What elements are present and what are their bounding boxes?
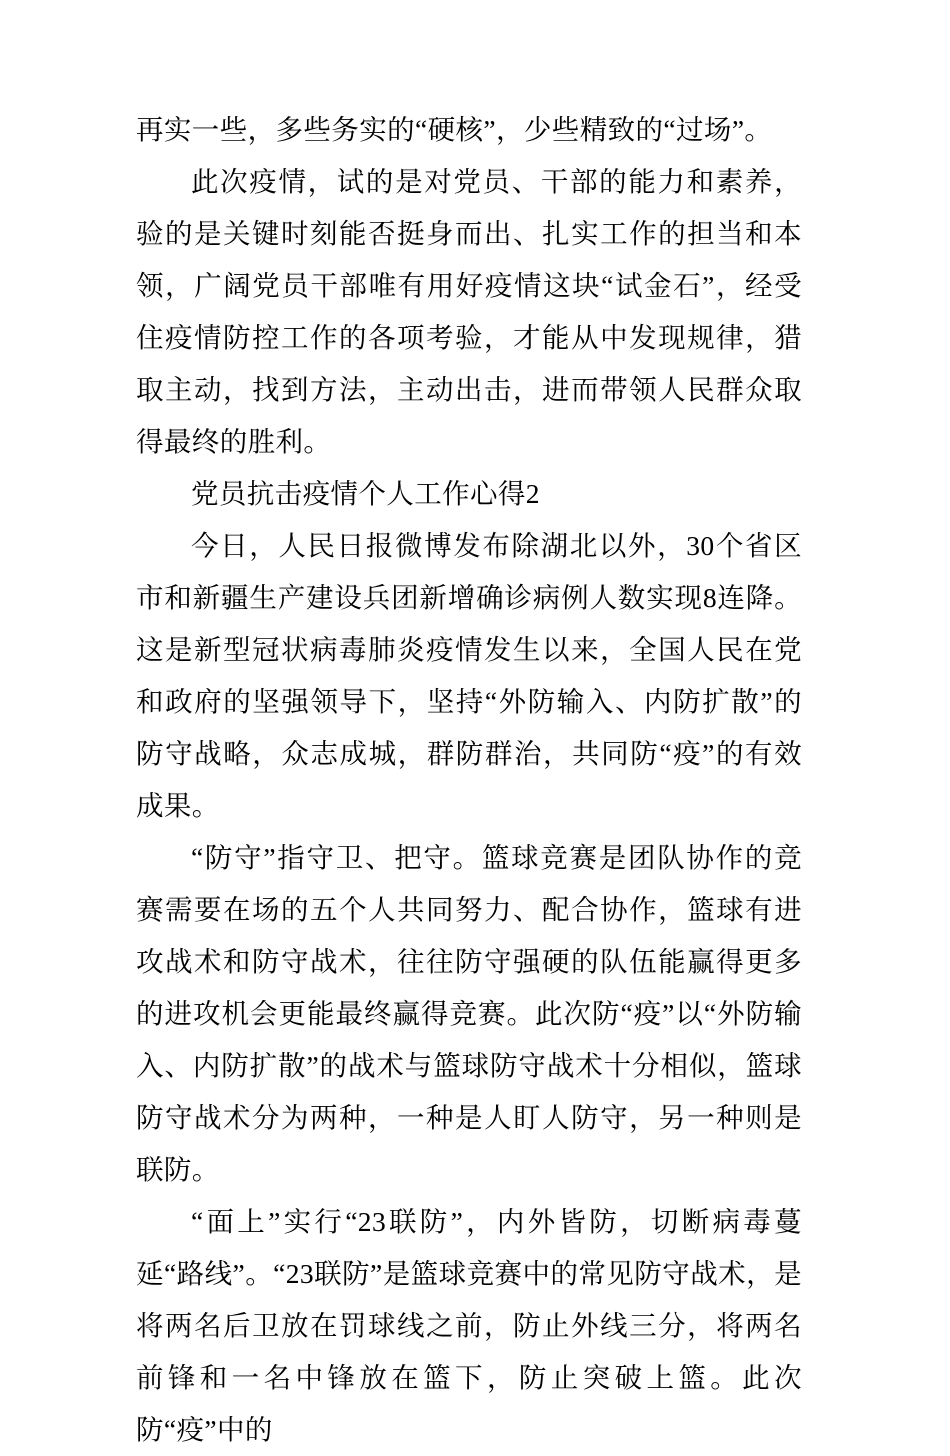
paragraph-2: 此次疫情，试的是对党员、干部的能力和素养，验的是关键时刻能否挺身而出、扎实工作的担当和本领，广阔党员干部唯有用好疫情这块“试金石”，经受住疫情防控工作的各项考验，才能从中发现规律，猎取主动，找到方法，主动出击，进而带领人民群众取得最终的胜利。 — [136, 166, 802, 457]
section-heading: 党员抗击疫情个人工作心得2 — [191, 478, 540, 509]
paragraph-4: 今日，人民日报微博发布除湖北以外，30个省区市和新疆生产建设兵团新增确诊病例人数实现8连降。这是新型冠状病毒肺炎疫情发生以来，全国人民在党和政府的坚强领导下，坚持“外防输入、内防扩散”的防守战略，众志成城，群防群治，共同防“疫”的有效成果。 — [136, 530, 802, 821]
document-body — [136, 104, 802, 1456]
paragraph-5: “防守”指守卫、把守。篮球竞赛是团队协作的竞赛需要在场的五个人共同努力、配合协作，篮球有进攻战术和防守战术，往往防守强硬的队伍能赢得更多的进攻机会更能最终赢得竞赛。此次防“疫”以“外防输入、内防扩散”的战术与篮球防守战术十分相似，篮球防守战术分为两种，一种是人盯人防守，另一种则是联防。 — [136, 842, 802, 1185]
paragraph-6: “面上”实行“23联防”，内外皆防，切断病毒蔓延“路线”。“23联防”是篮球竞赛中的常见防守战术，是将两名后卫放在罚球线之前，防止外线三分，将两名前锋和一名中锋放在篮下，防止突破上篮。此次防“疫”中的 — [136, 1206, 802, 1445]
paragraph-1: 再实一些，多些务实的“硬核”，少些精致的“过场”。 — [136, 114, 773, 145]
